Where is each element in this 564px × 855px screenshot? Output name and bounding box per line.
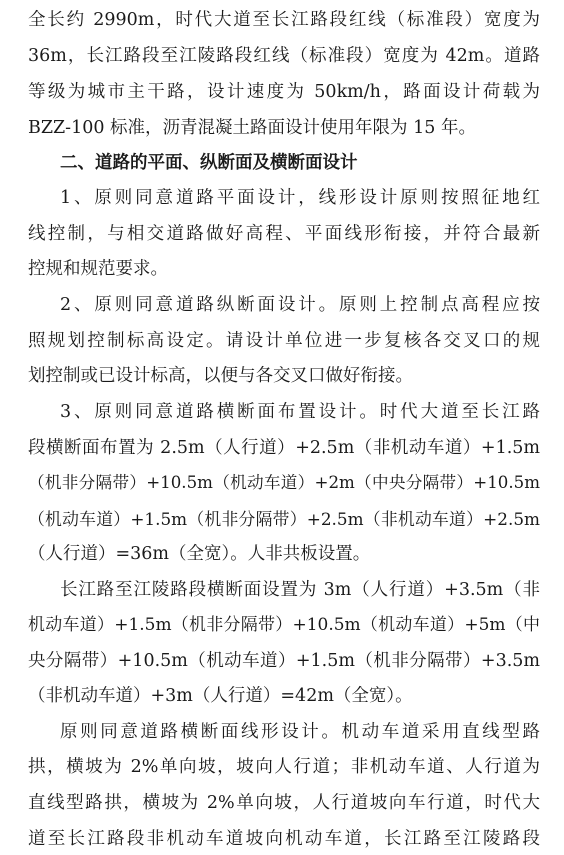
intro-line-2: 36m，长江路段至江陵路段红线（标准段）宽度为 42m。道路 — [28, 46, 540, 66]
p1-line-1: 1、原则同意道路平面设计，线形设计原则按照征地红 — [60, 188, 540, 208]
p2-line-1: 2、原则同意道路纵断面设计。原则上控制点高程应按 — [60, 295, 540, 315]
intro-line-4: BZZ-100 标准，沥青混凝土路面设计使用年限为 15 年。 — [28, 118, 476, 138]
p2-line-3: 划控制或已设计标高，以便与各交叉口做好衔接。 — [28, 366, 413, 386]
p4-line-3: 央分隔带）+10.5m（机动车道）+1.5m（机非分隔带）+3.5m — [28, 651, 540, 671]
p3-line-5: （人行道）=36m（全宽）。人非共板设置。 — [28, 544, 371, 564]
p5-line-3: 直线型路拱，横坡为 2%单向坡，人行道坡向车行道，时代大 — [28, 793, 540, 813]
p5-line-1: 原则同意道路横断面线形设计。机动车道采用直线型路 — [60, 722, 540, 742]
p4-line-1: 长江路至江陵路段横断面设置为 3m（人行道）+3.5m（非 — [60, 580, 540, 600]
p3-line-3: （机非分隔带）+10.5m（机动车道）+2m（中央分隔带）+10.5m — [28, 473, 540, 492]
p5-line-4: 道至长江路段非机动车道坡向机动车道，长江路至江陵路段 — [28, 829, 540, 849]
intro-line-3: 等级为城市主干路，设计速度为 50km/h，路面设计荷载为 — [28, 82, 540, 102]
p3-line-1: 3、原则同意道路横断面布置设计。时代大道至长江路 — [60, 402, 540, 422]
p4-line-2: 机动车道）+1.5m（机非分隔带）+10.5m（机动车道）+5m（中 — [28, 615, 540, 635]
p5-line-2: 拱，横坡为 2%单向坡，坡向人行道；非机动车道、人行道为 — [28, 757, 540, 777]
p1-line-2: 线控制，与相交道路做好高程、平面线形衔接，并符合最新 — [28, 224, 540, 244]
section-heading: 二、道路的平面、纵断面及横断面设计 — [60, 153, 358, 173]
p1-line-3: 控规和规范要求。 — [28, 259, 168, 279]
intro-line-1: 全长约 2990m，时代大道至长江路段红线（标准段）宽度为 — [28, 10, 540, 30]
p3-line-4: （机动车道）+1.5m（机非分隔带）+2.5m（非机动车道）+2.5m — [28, 509, 540, 529]
p4-line-4: （非机动车道）+3m（人行道）=42m（全宽）。 — [28, 686, 413, 706]
p2-line-2: 照规划控制标高设定。请设计单位进一步复核各交叉口的规 — [28, 331, 540, 351]
p3-line-2: 段横断面布置为 2.5m（人行道）+2.5m（非机动车道）+1.5m — [28, 438, 540, 458]
